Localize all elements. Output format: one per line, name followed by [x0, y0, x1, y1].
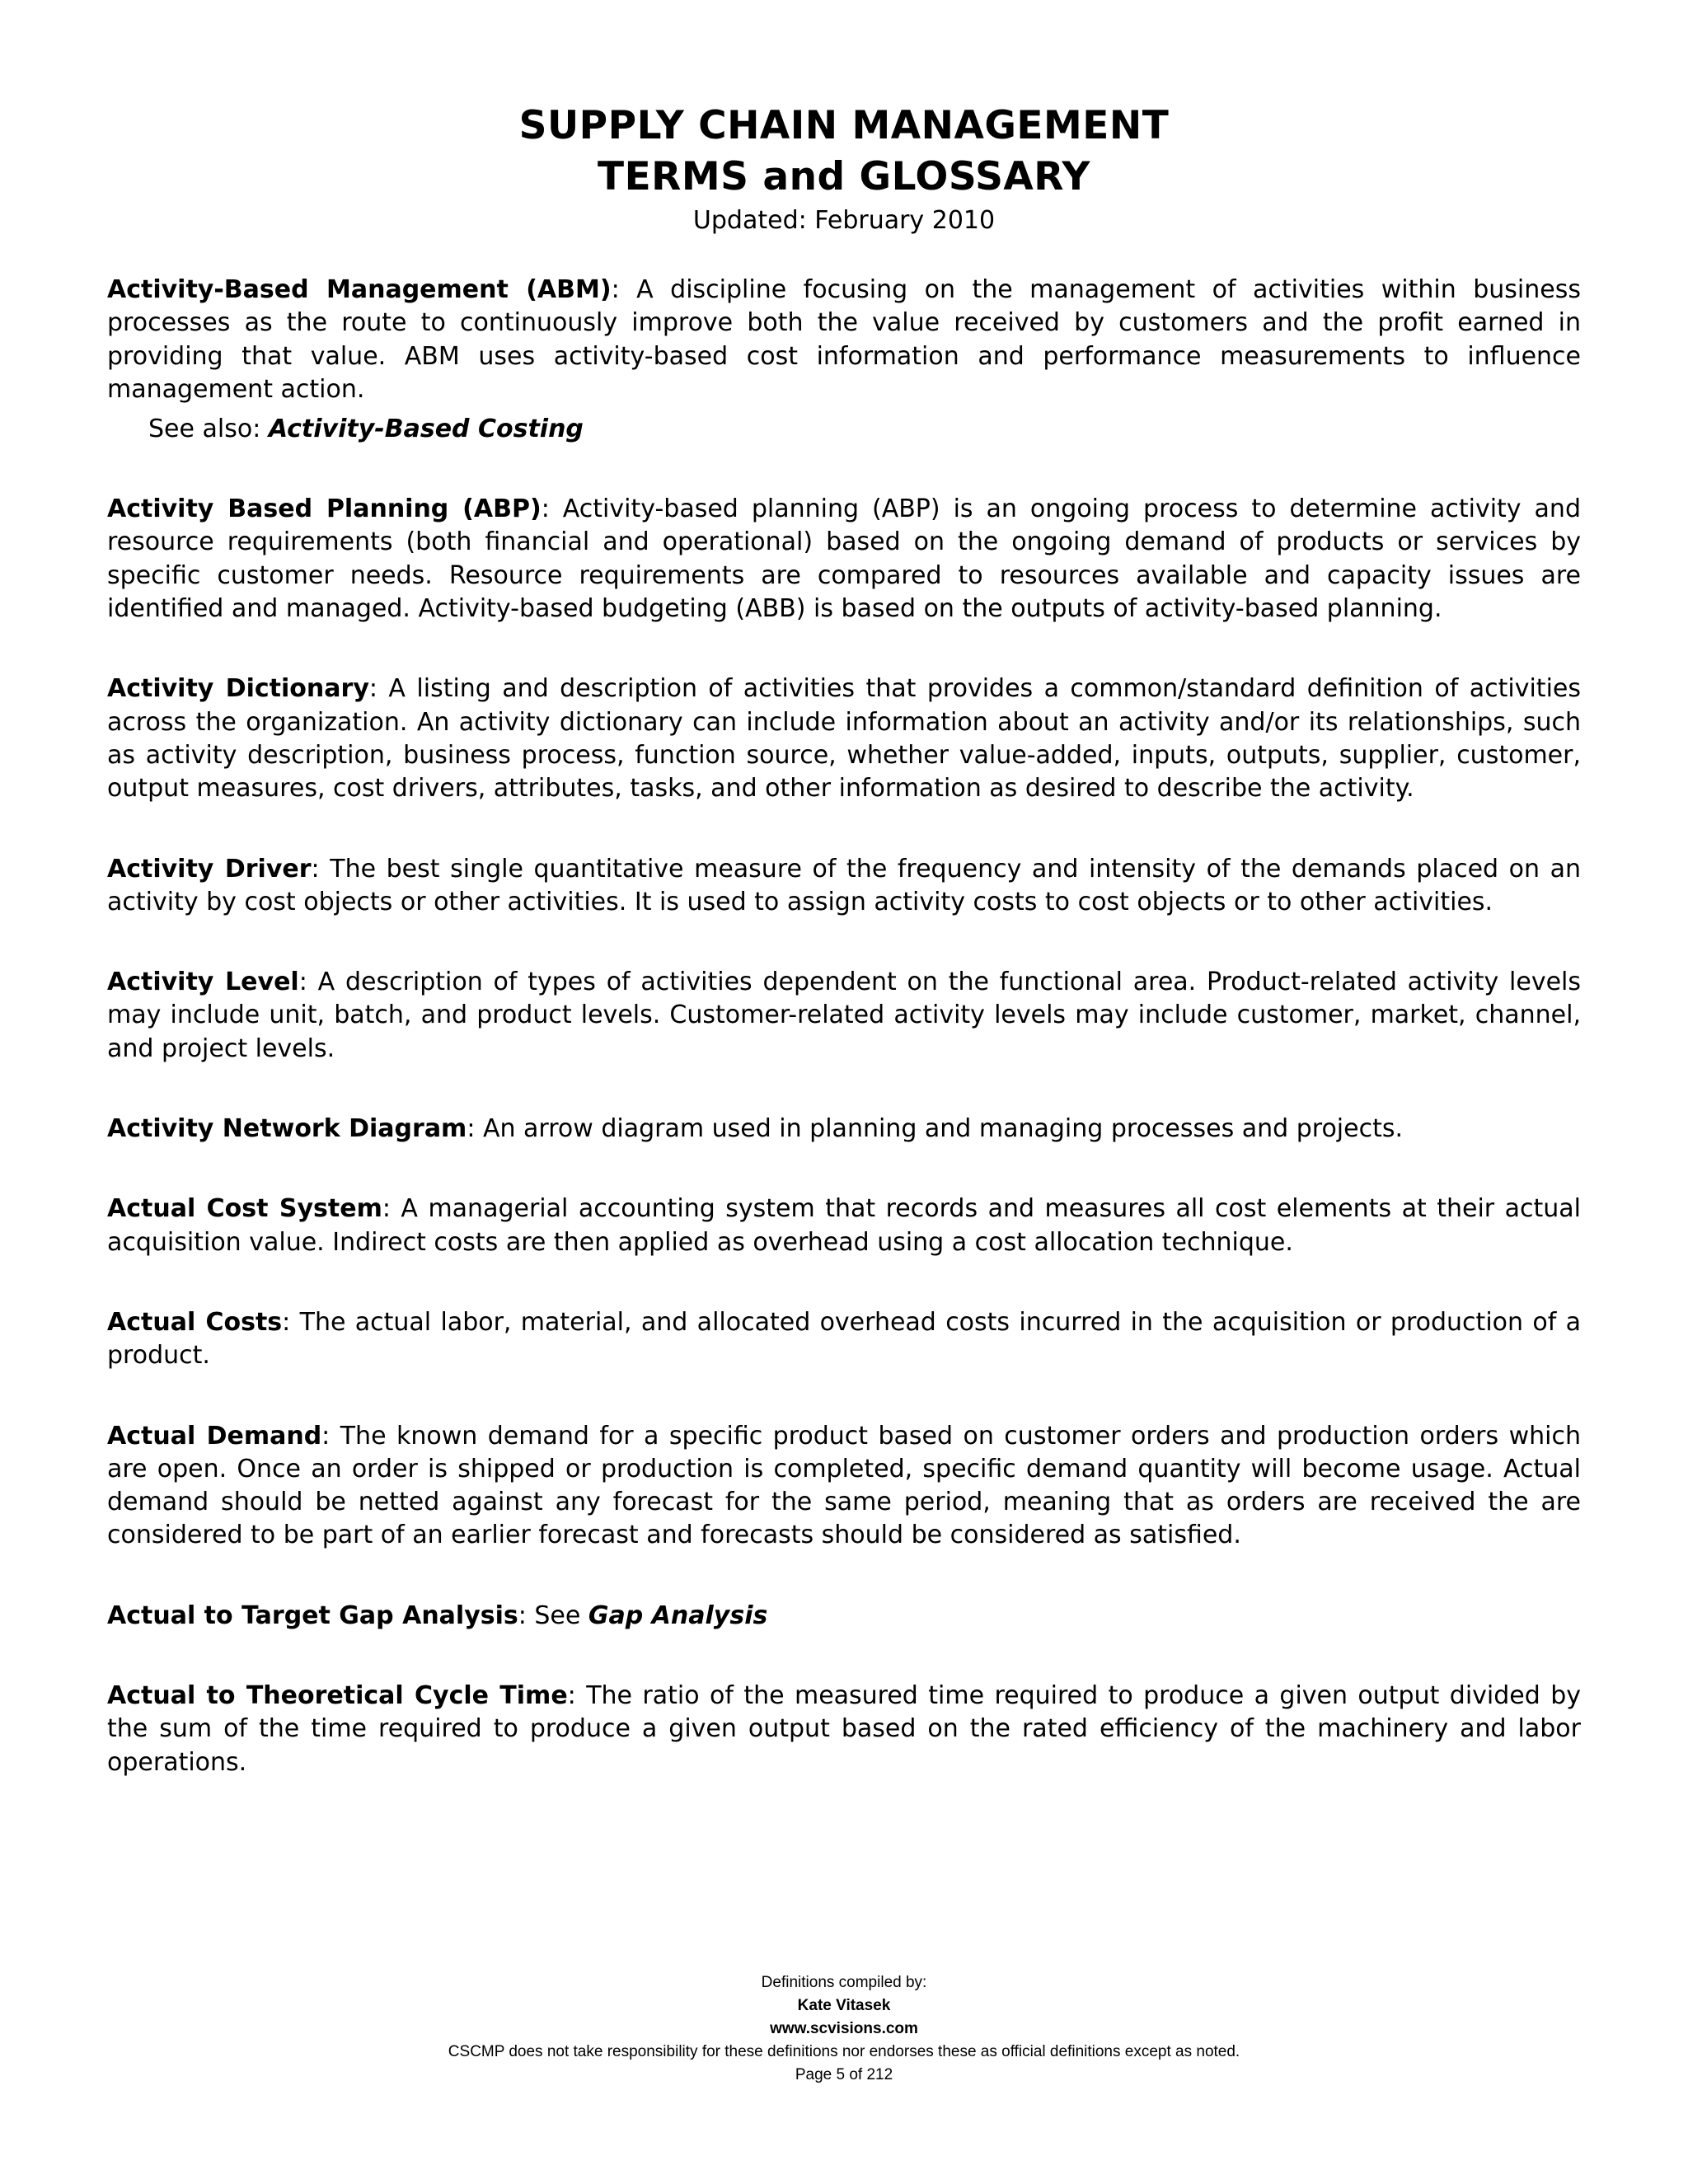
footer-page-number: Page 5 of 212 [795, 2066, 893, 2083]
glossary-definition: : Activity-based planning (ABP) is an ongoing process to determine activity and resource requirements (both financial and operational) based on the ongoing demand of products or services by specific customer needs. Resource requirements are compared to resources available and capacity issues are identified and managed. Activity-based budgeting (ABB) is based on the outputs of activity-based planning. [107, 494, 1581, 624]
glossary-term: Activity-Based Management (ABM) [107, 275, 612, 304]
glossary-entry-abm [107, 274, 1581, 406]
glossary-definition: : A listing and description of activities that provides a common/standard definition of activities across the organization. An activity dictionary can include information about an activity and/or its relationships, such as activity description, business process, function source, whether value-added, inputs, outputs, supplier, customer, output measures, cost drivers, attributes, tasks, and other information as desired to describe the activity. [107, 674, 1581, 804]
glossary-term: Actual Cost System [107, 1194, 382, 1224]
page-title-line-1: SUPPLY CHAIN MANAGEMENT [518, 103, 1170, 148]
glossary-definition: : The actual labor, material, and allocated overhead costs incurred in the acquisition or production of a product. [107, 1307, 1582, 1371]
glossary-term: Actual Demand [107, 1421, 322, 1451]
glossary-term: Activity Driver [107, 854, 312, 883]
glossary-entry-abp [107, 493, 1581, 626]
footer-author: Kate Vitasek [797, 1997, 891, 2014]
page-header [107, 101, 1581, 237]
glossary-definition: : A managerial accounting system that records and measures all cost elements at their actual acquisition value. Indirect costs are then applied as overhead using a cost allocation technique. [107, 1194, 1581, 1257]
glossary-term: Activity Network Diagram [107, 1114, 467, 1144]
glossary-entry-actual-demand [107, 1420, 1581, 1553]
glossary-entry-activity-dictionary [107, 673, 1581, 805]
glossary-entry-actual-to-target-gap-analysis [107, 1600, 1581, 1633]
glossary-definition: : The known demand for a specific product based on customer orders and production orders which are open. Once an order is shipped or production is completed, specific demand quantity will become usage. Actual demand should be netted against any forecast for the same period, meaning that as orders are received the are considered to be part of an earlier forecast and forecasts should be considered as satisfied. [107, 1421, 1581, 1550]
footer-disclaimer: CSCMP does not take responsibility for these definitions nor endorses these as official definitions except as noted. [448, 2043, 1240, 2060]
glossary-definition: : A description of types of activities dependent on the functional area. Product-related activity levels may include unit, batch, and product levels. Customer-related activity levels may include customer, market, channel, and project levels. [107, 968, 1582, 1063]
see-also-link: Activity-Based Costing [268, 415, 584, 444]
glossary-entry-actual-costs [107, 1306, 1581, 1373]
page-title-line-2: TERMS and GLOSSARY [598, 154, 1090, 199]
glossary-definition: : An arrow diagram used in planning and managing processes and projects. [467, 1114, 1404, 1144]
glossary-entry-actual-to-theoretical-cycle-time [107, 1680, 1581, 1779]
glossary-term: Actual to Theoretical Cycle Time [107, 1681, 568, 1711]
glossary-definition: : A discipline focusing on the management of activities within business processes as the route to continuously improve both the value received by customers and the profit earned in providing that value. ABM uses activity-based cost information and performance measurements to influence management action. [107, 275, 1581, 404]
glossary-entry-activity-driver [107, 853, 1581, 920]
glossary-definition: : See [518, 1601, 588, 1630]
see-also-label: See also: [148, 415, 269, 444]
glossary-definition: : The best single quantitative measure of the frequency and intensity of the demands placed on an activity by cost objects or other activities. It is used to assign activity costs to cost objects or to other activities. [107, 854, 1582, 916]
glossary-entry-actual-cost-system [107, 1193, 1581, 1259]
glossary-term: Activity Level [107, 968, 299, 997]
glossary-entry-activity-level [107, 966, 1581, 1066]
footer-compiled-by: Definitions compiled by: [761, 1974, 927, 1991]
glossary-entry-activity-network-diagram [107, 1113, 1581, 1146]
updated-date: Updated: February 2010 [692, 206, 996, 235]
page-footer [0, 1971, 1688, 2087]
glossary-entries [107, 274, 1581, 1779]
glossary-term: Activity Dictionary [107, 674, 369, 704]
footer-website: www.scvisions.com [770, 2020, 918, 2037]
glossary-term: Actual to Target Gap Analysis [107, 1601, 518, 1630]
glossary-term: Actual Costs [107, 1307, 283, 1337]
see-reference-link: Gap Analysis [588, 1601, 768, 1630]
glossary-definition: : The ratio of the measured time required to produce a given output divided by the sum of the time required to produce a given output based on the rated efficiency of the machinery and labor operations. [107, 1681, 1581, 1777]
see-also-reference [107, 413, 1581, 446]
glossary-page [107, 0, 1581, 1779]
glossary-term: Activity Based Planning (ABP) [107, 494, 542, 524]
